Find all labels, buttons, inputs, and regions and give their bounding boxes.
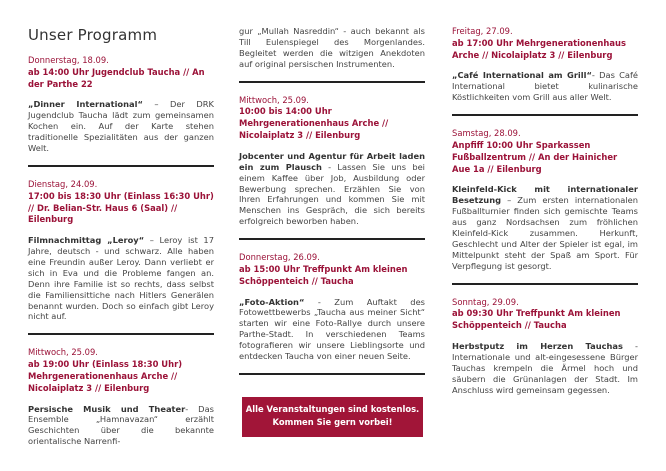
event-place: 17:00 bis 18:30 Uhr (Einlass 16:30 Uhr) // Dr. Belian-Str. Haus 6 (Saal) // Eilenburg	[28, 190, 214, 225]
divider	[239, 373, 425, 375]
event-date: Dienstag, 24.09.	[28, 178, 98, 189]
event-date: Mittwoch, 25.09.	[28, 347, 98, 358]
event-title: „Café International am Grill“	[452, 70, 592, 81]
event-place: ab 15:00 Uhr Treffpunkt Am kleinen Schöppenteich // Taucha	[239, 263, 408, 286]
column-1	[28, 0, 214, 447]
event-date: Samstag, 28.09.	[452, 128, 521, 139]
divider	[452, 283, 638, 285]
event-description	[239, 151, 425, 227]
event-cafe-international	[452, 26, 638, 103]
event-description	[452, 341, 638, 396]
banner-line-2: Kommen Sie gern vorbei!	[272, 417, 393, 427]
event-herbstputz	[452, 297, 638, 396]
divider	[452, 114, 638, 116]
page-title: Unser Programm	[28, 26, 158, 44]
event-leroy	[28, 179, 214, 322]
column-3	[452, 0, 638, 395]
event-text: - Zum Auftakt des Fotowettbewerbs „Taucha aus meiner Sicht“ starten wir eine Foto-Rallye durch unsere Parthe-Stadt. In verschiedenen Teams fotografieren wir unsere Lieblingsorte und entdecken Taucha von einer neuen Seite.	[239, 296, 425, 362]
event-title: Herbstputz im Herzen Tauchas	[452, 340, 623, 351]
event-place: ab 09:30 Uhr Treffpunkt Am kleinen Schöppenteich // Taucha	[452, 308, 621, 331]
banner-line-1: Alle Veranstaltungen sind kostenlos.	[245, 404, 420, 414]
event-date: Freitag, 27.09.	[452, 26, 513, 36]
event-place: ab 19:00 Uhr (Einlass 18:30 Uhr) Mehrgenerationenhaus Arche // Nicolaiplatz 3 // Eilenburg	[28, 359, 183, 393]
event-place: ab 17:00 Uhr Mehrgenerationenhaus Arche // Nicolaiplatz 3 // Eilenburg	[452, 37, 626, 60]
event-place: Anpfiff 10:00 Uhr Sparkassen Fußballzentrum // An der Hainicher Aue 1a // Eilenburg	[452, 139, 618, 174]
event-description	[239, 297, 425, 362]
event-foto-aktion	[239, 252, 425, 362]
event-jobcenter	[239, 95, 425, 228]
event-text: – Der DRK Jugendclub Taucha lädt zum gemeinsamen Kochen ein. Auf der Karte stehen traditionelle Spezialitäten aus der ganzen Welt.	[28, 99, 214, 154]
event-title: Filmnachmittag „Leroy“	[28, 235, 145, 246]
event-text: – Zum ersten internationalen Fußballturnier finden sich gemischte Teams aus ganz Nordsachsen zum fröhlichen Kleinfeld-Kick zusammen. Herkunft, Geschlecht und Alter der Spieler ist egal, im Mittelpunkt steht der Spaß am Sport. Für Verpflegung ist gesorgt.	[452, 195, 638, 271]
divider	[28, 165, 214, 167]
event-title: Jobcenter und Agentur für Arbeit laden ein zum Plausch	[239, 150, 425, 172]
event-persian-music	[28, 347, 214, 447]
event-title: Kleinfeld-Kick mit internationaler Besetzung	[452, 184, 638, 206]
divider	[28, 333, 214, 335]
event-date: Donnerstag, 26.09.	[239, 252, 320, 263]
event-title: Persische Musik und Theater	[28, 403, 186, 414]
event-description	[28, 99, 214, 154]
event-text: - Lassen Sie uns bei einem Kaffee über Job, Ausbildung oder Bewerbung sprechen. Erzählen Sie von Ihren Erfahrungen und kommen Sie mit Menschen ins Gespräch, die sich bereits erfolgreich beworben haben.	[239, 161, 425, 227]
event-description	[452, 70, 638, 103]
column-2	[239, 0, 425, 387]
event-text: - Das Ensemble „Hamnavazan“ erzählt Geschichten über die bekannte orientalische Narrenfi-	[28, 403, 214, 447]
continued-description: gur „Mullah Nasreddin“ - auch bekannt als Till Eulenspiegel des Morgenlandes. Begleitet werden die witzigen Anekdoten auf original persischen Instrumenten.	[239, 26, 425, 69]
event-text: - Internationale und alt-eingesessene Bürger Tauchas krempeln die Ärmel hoch und säubern die Grünanlagen der Stadt. Im Anschluss wird gemeinsam gegessen.	[452, 340, 638, 395]
event-date: Donnerstag, 18.09.	[28, 55, 109, 65]
event-date: Mittwoch, 25.09.	[239, 94, 309, 105]
event-text: - Das Café International bietet kulinarische Köstlichkeiten vom Grill aus aller Welt.	[452, 70, 638, 103]
event-description	[28, 235, 214, 322]
free-admission-banner	[242, 397, 423, 437]
event-dinner-international	[28, 55, 214, 154]
event-title: „Foto-Aktion“	[239, 296, 305, 307]
event-title: „Dinner International“	[28, 99, 143, 110]
event-place: ab 14:00 Uhr Jugendclub Taucha // An der Parthe 22	[28, 66, 205, 89]
event-text: – Leroy ist 17 Jahre, deutsch - und schwarz. Alle haben eine Freundin außer Leroy. Dann verliebt er sich in Eva und die Probleme fangen an. Denn ihre Familie ist so rechts, dass selbst die Familiensittiche nach Hitlers Generälen benannt wurden. Doch so einfach gibt Leroy nicht auf.	[28, 235, 214, 322]
divider	[239, 81, 425, 83]
event-date: Sonntag, 29.09.	[452, 296, 519, 307]
event-description	[452, 184, 638, 271]
event-place: 10:00 bis 14:00 Uhr Mehrgenerationenhaus Arche // Nicolaiplatz 3 // Eilenburg	[239, 106, 389, 141]
divider	[239, 238, 425, 240]
event-kleinfeld-kick	[452, 128, 638, 271]
event-description	[28, 404, 214, 448]
